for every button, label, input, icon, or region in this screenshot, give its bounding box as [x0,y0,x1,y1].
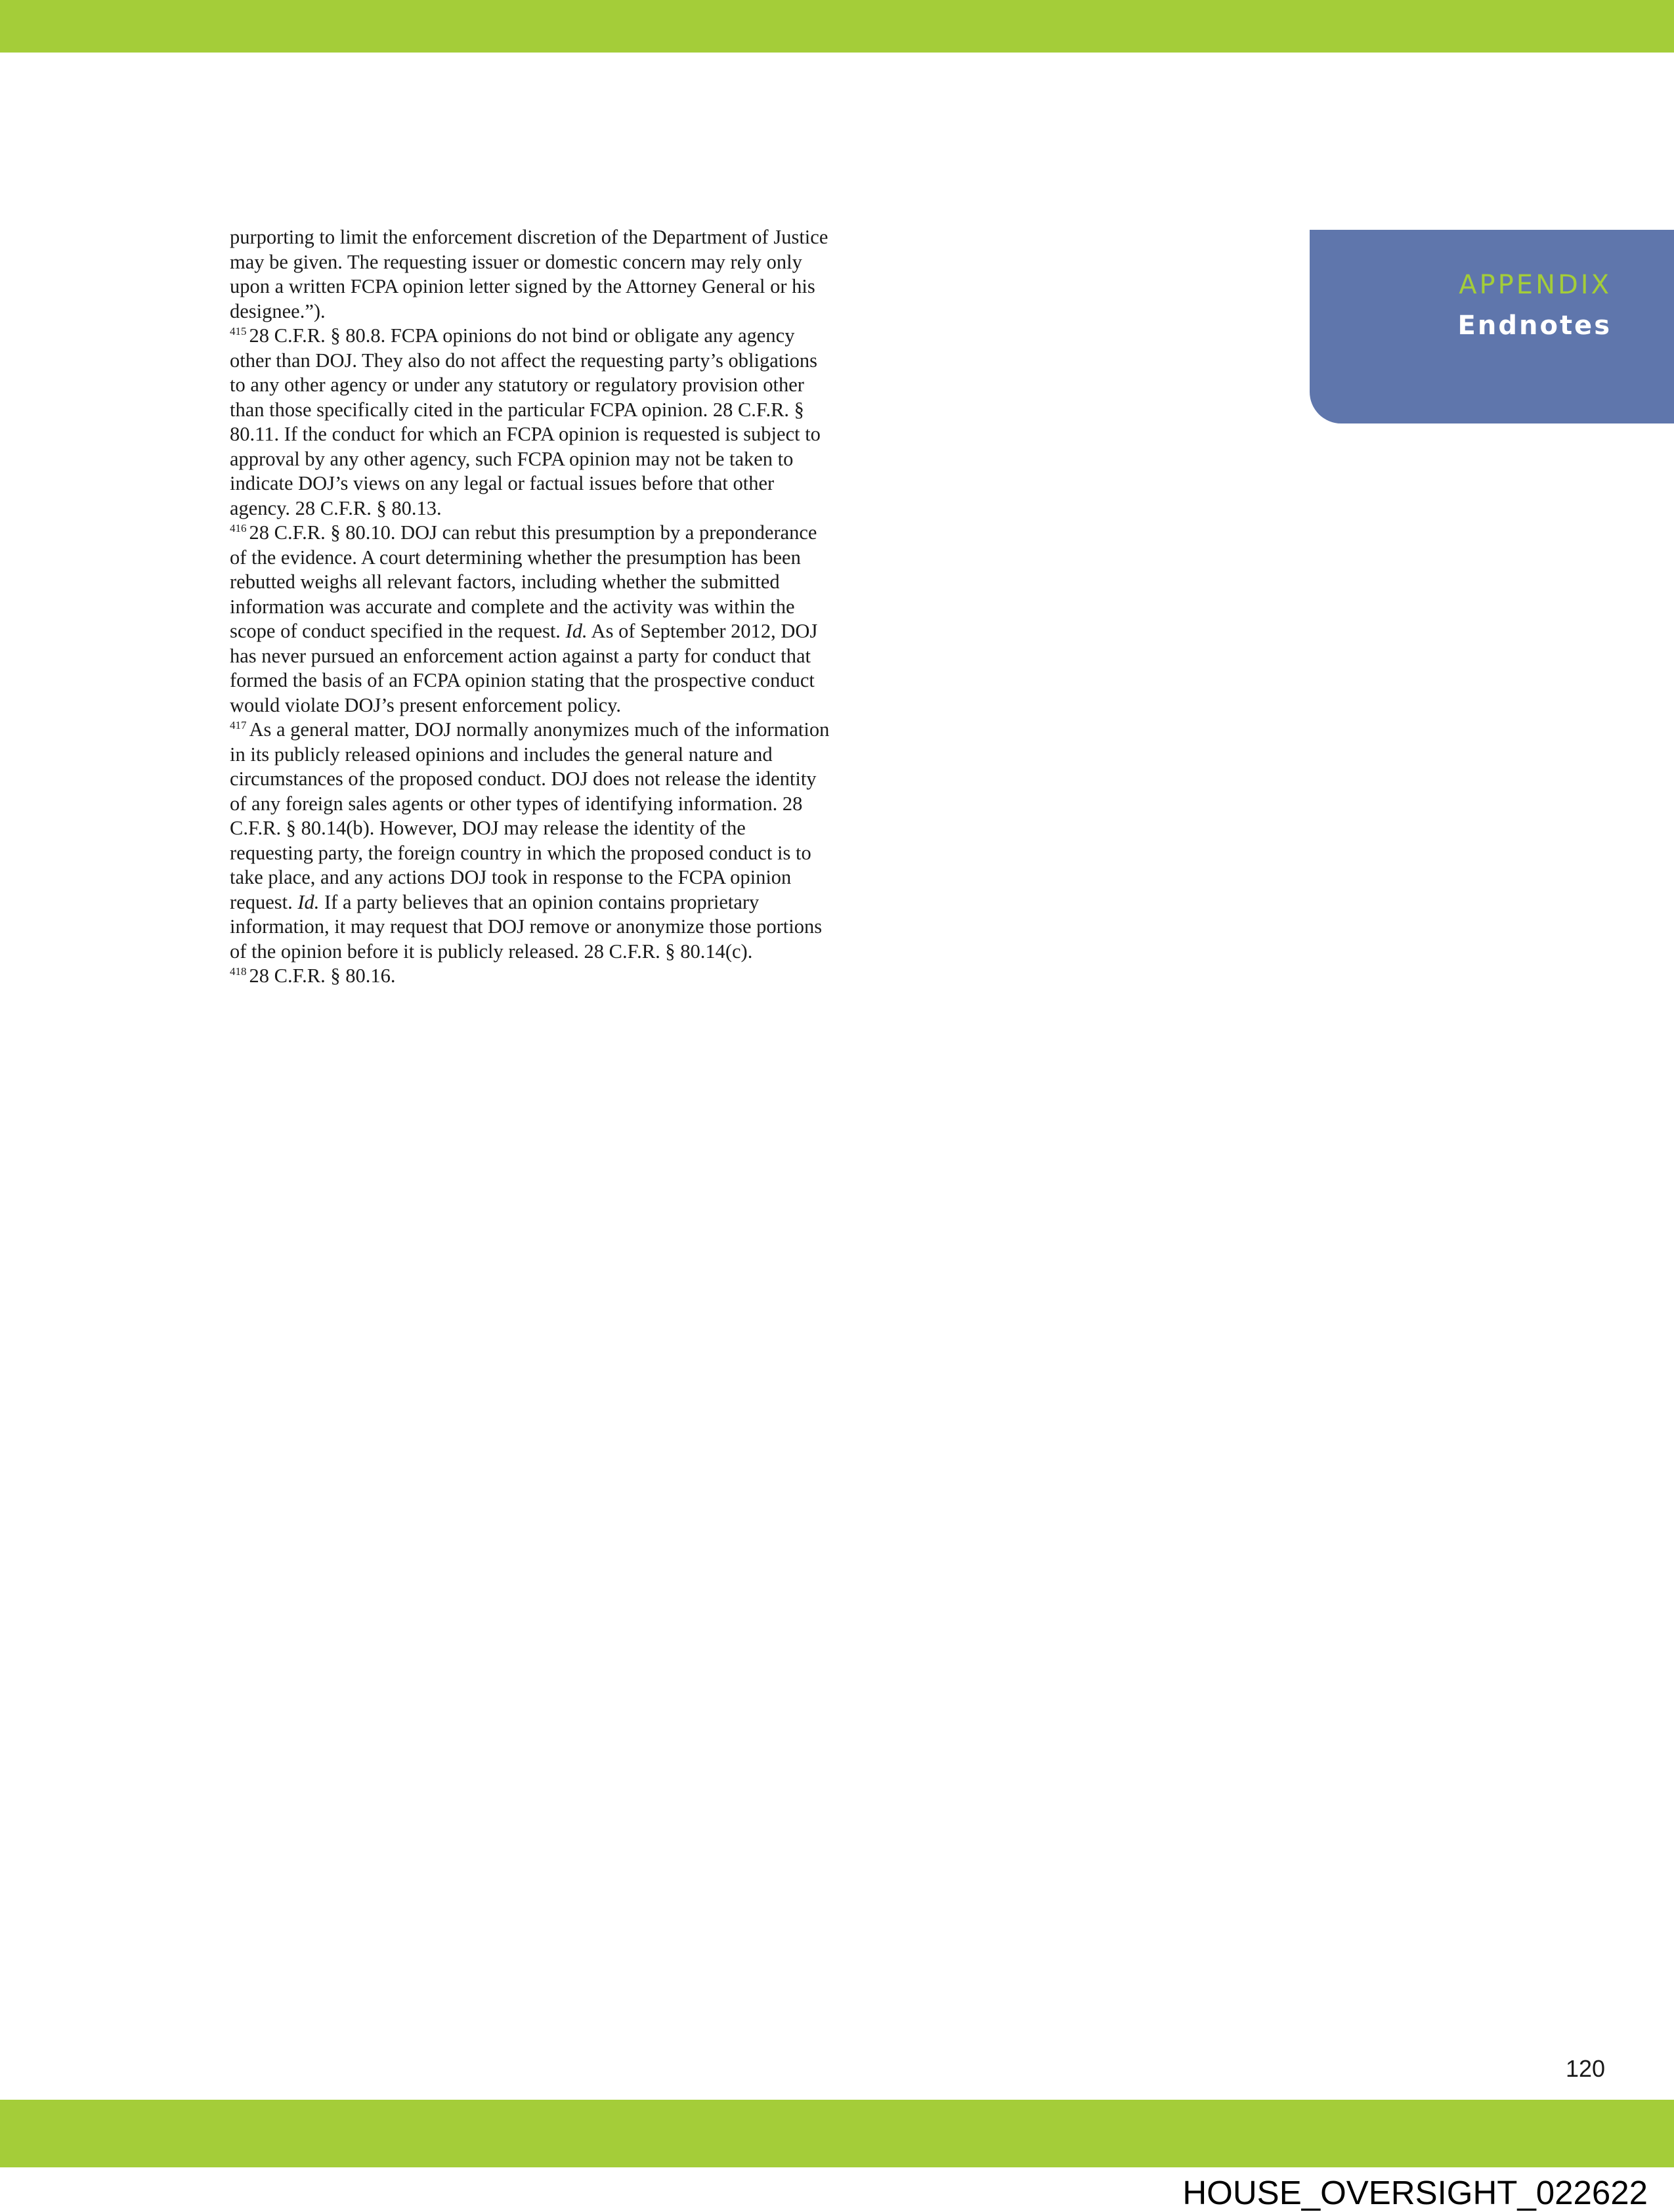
endnote-text: 28 C.F.R. § 80.10. DOJ can rebut this presumption by a preponderance of the evidence. A court determining whether the presumption has been rebutted weighs all relevant factors, including whether the submitted information was accurate and complete and the activity was within the scope of conduct specified in the request. [230,521,817,642]
section-tab [1310,230,1674,423]
endnotes-column [230,225,834,989]
endnote-text: As of September 2012, DOJ has never pursued an enforcement action against a party for conduct that formed the basis of an FCPA opinion stating that the prospective conduct would violate DOJ’s present enforcement policy. [230,620,818,716]
endnote-continuation [230,225,834,324]
endnote-text: As a general matter, DOJ normally anonymizes much of the information in its publicly released opinions and includes the general nature and circumstances of the proposed conduct. DOJ does not release the identity of any foreign sales agents or other types of identifying information. 28 C.F.R. § 80.14(b). However, DOJ may release the identity of the requesting party, the foreign country in which the proposed conduct is to take place, and any actions DOJ took in response to the FCPA opinion request. [230,718,830,913]
endnote-number: 416 [230,521,247,534]
endnote-number: 415 [230,324,247,337]
endnote-418 [230,964,834,989]
top-accent-bar [0,0,1674,53]
endnote-text: 28 C.F.R. § 80.16. [249,965,396,987]
endnote-417 [230,718,834,964]
page-number: 120 [1566,2055,1606,2082]
endnote-text: 28 C.F.R. § 80.8. FCPA opinions do not bind or obligate any agency other than DOJ. They also do not affect the requesting party’s obligations to any other agency or under any statutory or regulatory provision other than those specifically cited in the particular FCPA opinion. 28 C.F.R. § 80.11. If the conduct for which an FCPA opinion is requested is subject to approval by any other agency, such FCPA opinion may not be taken to indicate DOJ’s views on any legal or factual issues before that other agency. 28 C.F.R. § 80.13. [230,324,821,519]
id-citation: Id. [565,620,588,642]
endnote-text: If a party believes that an opinion contains proprietary information, it may request that DOJ remove or anonymize those portions of the opinion before it is publicly released. 28 C.F.R. § 80.14(c). [230,890,823,963]
bates-stamp: HOUSE_OVERSIGHT_022622 [1182,2174,1648,2211]
endnote-continuation-text: purporting to limit the enforcement discretion of the Department of Justice may be given. The requesting issuer or domestic concern may rely only upon a written FCPA opinion letter signed by the Attorney General or his designee.”). [230,226,828,322]
endnote-number: 418 [230,965,247,978]
section-title: Endnotes [1457,311,1612,341]
id-citation: Id. [297,890,320,913]
bottom-accent-bar [0,2100,1674,2167]
section-kicker: APPENDIX [1459,270,1612,300]
endnote-number: 417 [230,718,247,731]
endnote-416 [230,521,834,718]
endnote-415 [230,324,834,521]
